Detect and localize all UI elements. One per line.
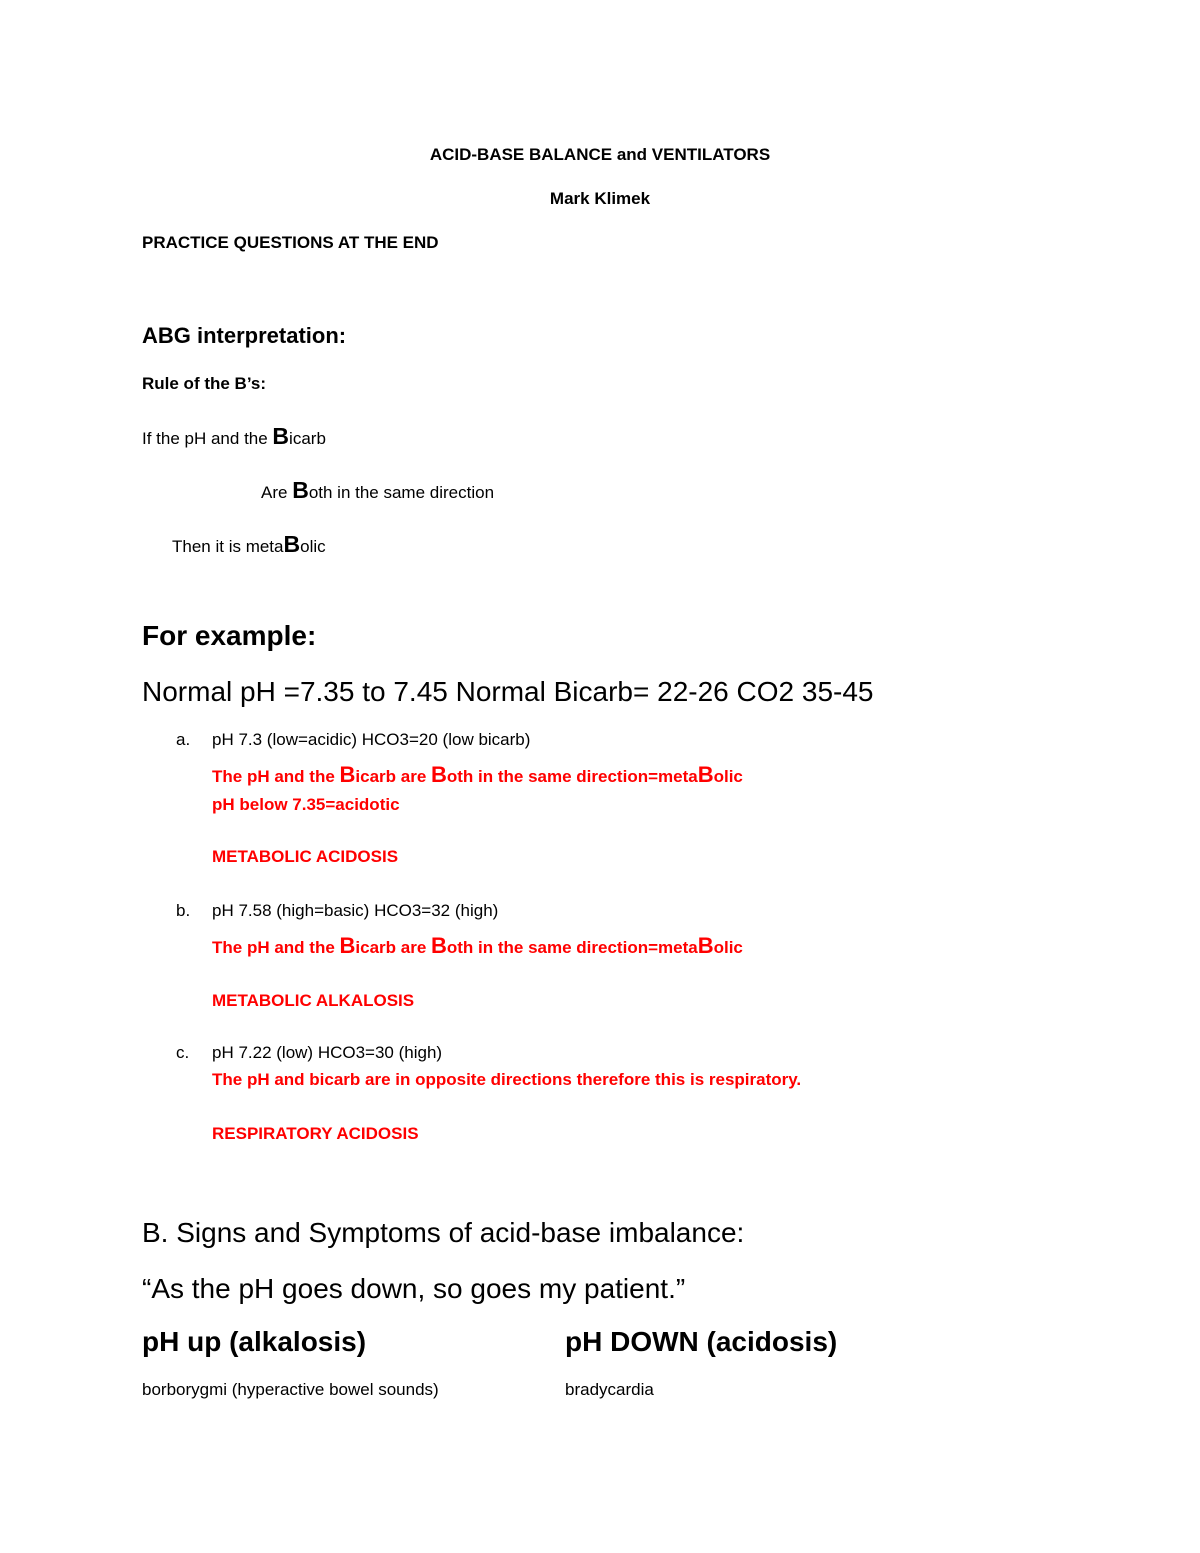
rule-line-2 (261, 477, 494, 504)
rule-line-2-big-b: B (292, 477, 309, 503)
example-a-note: pH below 7.35=acidotic (212, 795, 400, 814)
example-b-metabolic-rule (212, 933, 743, 959)
example-b-result: METABOLIC ALKALOSIS (212, 991, 415, 1010)
acidosis-column-heading: pH DOWN (acidosis) (565, 1326, 838, 1357)
rule-line-1-post: icarb (289, 429, 326, 448)
list-marker-b: b. (176, 901, 191, 920)
example-a-rule-p2: icarb are (355, 767, 431, 786)
example-a-result: METABOLIC ACIDOSIS (212, 847, 399, 866)
example-a-rule-b1: B (339, 762, 356, 787)
example-a-rule-p4: olic (713, 767, 743, 786)
example-b-rule-p2: icarb are (355, 938, 431, 957)
rule-line-1 (142, 423, 326, 450)
example-a-rule-p3: oth in the same direction=meta (446, 767, 698, 786)
alkalosis-column-heading: pH up (alkalosis) (142, 1326, 367, 1357)
normal-values: Normal pH =7.35 to 7.45 Normal Bicarb= 22-26 CO2 35-45 (142, 676, 874, 707)
example-b-rule-b2: B (431, 933, 447, 958)
example-a-rule-b3: B (697, 762, 714, 787)
rule-line-3-big-b: B (283, 531, 301, 557)
alkalosis-sign-item: borborygmi (hyperactive bowel sounds) (142, 1380, 439, 1399)
rule-line-3 (172, 531, 326, 558)
rule-line-3-post: olic (300, 537, 326, 556)
list-marker-a: a. (176, 730, 191, 749)
example-heading: For example: (142, 620, 317, 651)
rule-line-1-big-b: B (272, 423, 290, 449)
example-b-rule-b1: B (339, 933, 356, 958)
example-b-rule-b3: B (697, 933, 714, 958)
example-a-text: pH 7.3 (low=acidic) HCO3=20 (low bicarb) (212, 730, 531, 749)
example-a-rule-b2: B (431, 762, 447, 787)
example-a-metabolic-rule (212, 762, 743, 788)
rule-line-3-pre: Then it is meta (172, 537, 284, 556)
signs-heading: B. Signs and Symptoms of acid-base imbalance: (142, 1217, 745, 1248)
rule-line-2-post: oth in the same direction (308, 483, 495, 502)
signs-quote: “As the pH goes down, so goes my patient.” (142, 1273, 686, 1304)
rule-line-1-pre: If the pH and the (142, 429, 273, 448)
list-marker-c: c. (176, 1043, 190, 1062)
example-c-explanation: The pH and bicarb are in opposite directions therefore this is respiratory. (212, 1070, 802, 1089)
author-name: Mark Klimek (549, 189, 651, 208)
practice-note: PRACTICE QUESTIONS AT THE END (142, 233, 439, 252)
rule-line-2-pre: Are (261, 483, 293, 502)
document-title: ACID-BASE BALANCE and VENTILATORS (429, 145, 771, 164)
example-b-rule-p1: The pH and the (212, 938, 340, 957)
example-b-text: pH 7.58 (high=basic) HCO3=32 (high) (212, 901, 499, 920)
example-c-text: pH 7.22 (low) HCO3=30 (high) (212, 1043, 443, 1062)
acidosis-sign-item: bradycardia (565, 1380, 654, 1399)
example-c-result: RESPIRATORY ACIDOSIS (212, 1124, 419, 1143)
example-a-rule-p1: The pH and the (212, 767, 340, 786)
example-b-rule-p4: olic (713, 938, 743, 957)
abg-heading: ABG interpretation: (142, 323, 347, 348)
rule-heading: Rule of the B’s: (142, 374, 267, 393)
example-b-rule-p3: oth in the same direction=meta (446, 938, 698, 957)
